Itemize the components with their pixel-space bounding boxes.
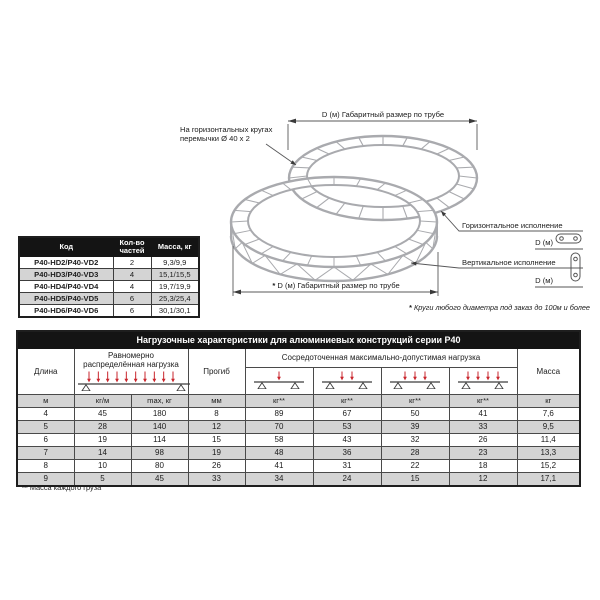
load-cell: 19 bbox=[74, 433, 131, 446]
load-cell: 41 bbox=[449, 407, 517, 420]
load-unit-cell: кг bbox=[517, 394, 580, 407]
load-title-row bbox=[17, 331, 580, 349]
load-characteristics-table bbox=[16, 330, 581, 487]
load-cell: 39 bbox=[381, 420, 449, 433]
load-cell: 114 bbox=[131, 433, 188, 446]
parts-cell: 9,3/9,9 bbox=[151, 256, 199, 268]
load-row bbox=[17, 433, 580, 446]
load-unit-cell: кг** bbox=[245, 394, 313, 407]
load-cell: 15 bbox=[188, 433, 245, 446]
parts-header-count: Кол-во частей bbox=[113, 237, 151, 256]
load-cell: 5 bbox=[74, 472, 131, 486]
load-cell: 67 bbox=[313, 407, 381, 420]
load-unit-cell: кг/м bbox=[74, 394, 131, 407]
distributed-load-diagram bbox=[75, 369, 193, 391]
load-cell: 22 bbox=[381, 459, 449, 472]
load-cell: 98 bbox=[131, 446, 188, 459]
point-load-2-diagram bbox=[319, 369, 375, 389]
load-cell: 50 bbox=[381, 407, 449, 420]
parts-row bbox=[19, 256, 199, 268]
load-cell: 15 bbox=[381, 472, 449, 486]
point-load-1-diagram bbox=[251, 369, 307, 389]
load-cell: 7 bbox=[17, 446, 74, 459]
parts-cell: 4 bbox=[113, 268, 151, 280]
load-cell: 26 bbox=[188, 459, 245, 472]
load-table-title: Нагрузочные характеристики для алюминиевых конструкций серии Р40 bbox=[17, 331, 580, 349]
crossbar-note-line1: На горизонтальных кругах bbox=[180, 125, 273, 134]
load-cell: 11,4 bbox=[517, 433, 580, 446]
load-cell: 9 bbox=[17, 472, 74, 486]
bottom-dimension-label: * D (м) Габаритный размер по трубе bbox=[272, 281, 400, 290]
parts-table bbox=[18, 236, 200, 318]
load-cell: 17,1 bbox=[517, 472, 580, 486]
load-cell: 48 bbox=[245, 446, 313, 459]
load-cell: 80 bbox=[131, 459, 188, 472]
load-unit-cell: кг** bbox=[381, 394, 449, 407]
load-header-concentrated: Сосредоточенная максимально-допустимая нагрузка bbox=[245, 349, 517, 368]
load-cell: 32 bbox=[381, 433, 449, 446]
load-cell: 9,5 bbox=[517, 420, 580, 433]
point-load-3-diagram bbox=[387, 369, 443, 389]
load-header-row bbox=[17, 349, 580, 368]
parts-cell: 25,3/25,4 bbox=[151, 292, 199, 304]
concentrated-diagram-cell bbox=[449, 367, 517, 394]
parts-cell: 15,1/15,5 bbox=[151, 268, 199, 280]
load-cell: 34 bbox=[245, 472, 313, 486]
load-cell: 18 bbox=[449, 459, 517, 472]
crossbar-leader-line bbox=[266, 144, 296, 165]
parts-cell: P40-HD5/P40-VD5 bbox=[19, 292, 113, 304]
load-cell: 14 bbox=[74, 446, 131, 459]
parts-table-body bbox=[19, 256, 199, 317]
load-header-mass: Масса bbox=[517, 349, 580, 395]
load-cell: 10 bbox=[74, 459, 131, 472]
load-unit-cell: кг** bbox=[313, 394, 381, 407]
load-cell: 19 bbox=[188, 446, 245, 459]
load-unit-cell: мм bbox=[188, 394, 245, 407]
load-cell: 4 bbox=[17, 407, 74, 420]
load-cell: 6 bbox=[17, 433, 74, 446]
parts-row bbox=[19, 280, 199, 292]
load-unit-cell: кг** bbox=[449, 394, 517, 407]
crossbar-note-line2: перемычки Ø 40 x 2 bbox=[180, 134, 250, 143]
top-dimension-label: D (м) Габаритный размер по трубе bbox=[321, 110, 445, 119]
parts-header-mass: Масса, кг bbox=[151, 237, 199, 256]
load-cell: 41 bbox=[245, 459, 313, 472]
load-header-length: Длина bbox=[17, 349, 74, 395]
parts-cell: 30,1/30,1 bbox=[151, 304, 199, 317]
load-unit-cell: м bbox=[17, 394, 74, 407]
load-cell: 8 bbox=[188, 407, 245, 420]
load-cell: 45 bbox=[131, 472, 188, 486]
load-cell: 5 bbox=[17, 420, 74, 433]
load-cell: 58 bbox=[245, 433, 313, 446]
load-cell: 33 bbox=[449, 420, 517, 433]
load-row bbox=[17, 420, 580, 433]
load-cell: 45 bbox=[74, 407, 131, 420]
load-cell: 140 bbox=[131, 420, 188, 433]
order-note: * Круги любого диаметра под заказ до 100м и более bbox=[409, 303, 590, 312]
concentrated-diagram-cell bbox=[313, 367, 381, 394]
parts-row bbox=[19, 304, 199, 317]
vertical-truss-ring bbox=[231, 177, 437, 281]
distributed-load-label: Равномерно распределённая нагрузка bbox=[83, 351, 179, 370]
parts-cell: P40-HD6/P40-VD6 bbox=[19, 304, 113, 317]
load-table-footnote: ** Масса каждого груза bbox=[22, 483, 102, 492]
parts-cell: 4 bbox=[113, 280, 151, 292]
parts-header-code: Код bbox=[19, 237, 113, 256]
load-row bbox=[17, 459, 580, 472]
load-cell: 7,6 bbox=[517, 407, 580, 420]
parts-cell: 19,7/19,9 bbox=[151, 280, 199, 292]
parts-cell: 6 bbox=[113, 304, 151, 317]
load-cell: 15,2 bbox=[517, 459, 580, 472]
parts-cell: 6 bbox=[113, 292, 151, 304]
load-row bbox=[17, 472, 580, 486]
load-cell: 89 bbox=[245, 407, 313, 420]
load-cell: 26 bbox=[449, 433, 517, 446]
concentrated-diagram-cell bbox=[381, 367, 449, 394]
parts-row bbox=[19, 268, 199, 280]
load-table-body bbox=[17, 407, 580, 486]
horizontal-variant-dim-label: D (м) bbox=[535, 238, 553, 247]
load-unit-cell: max, кг bbox=[131, 394, 188, 407]
load-row bbox=[17, 446, 580, 459]
parts-cell: P40-HD2/P40-VD2 bbox=[19, 256, 113, 268]
load-cell: 24 bbox=[313, 472, 381, 486]
load-units-row bbox=[17, 394, 580, 407]
load-row bbox=[17, 407, 580, 420]
horizontal-variant-label: Горизонтальное исполнение bbox=[462, 221, 563, 230]
vertical-variant-label: Вертикальное исполнение bbox=[462, 258, 556, 267]
load-cell: 12 bbox=[188, 420, 245, 433]
point-load-4-diagram bbox=[455, 369, 511, 389]
load-cell: 180 bbox=[131, 407, 188, 420]
load-cell: 28 bbox=[381, 446, 449, 459]
load-cell: 36 bbox=[313, 446, 381, 459]
load-header-distributed bbox=[74, 349, 188, 395]
load-cell: 12 bbox=[449, 472, 517, 486]
parts-cell: 2 bbox=[113, 256, 151, 268]
load-cell: 43 bbox=[313, 433, 381, 446]
load-cell: 13,3 bbox=[517, 446, 580, 459]
parts-header-row bbox=[19, 237, 199, 256]
load-cell: 53 bbox=[313, 420, 381, 433]
load-cell: 33 bbox=[188, 472, 245, 486]
load-cell: 31 bbox=[313, 459, 381, 472]
parts-cell: P40-HD3/P40-VD3 bbox=[19, 268, 113, 280]
load-cell: 23 bbox=[449, 446, 517, 459]
load-cell: 28 bbox=[74, 420, 131, 433]
parts-row bbox=[19, 292, 199, 304]
concentrated-diagram-cell bbox=[245, 367, 313, 394]
load-cell: 70 bbox=[245, 420, 313, 433]
parts-cell: P40-HD4/P40-VD4 bbox=[19, 280, 113, 292]
vertical-variant-dim-label: D (м) bbox=[535, 276, 553, 285]
load-header-deflection: Прогиб bbox=[188, 349, 245, 395]
load-cell: 8 bbox=[17, 459, 74, 472]
